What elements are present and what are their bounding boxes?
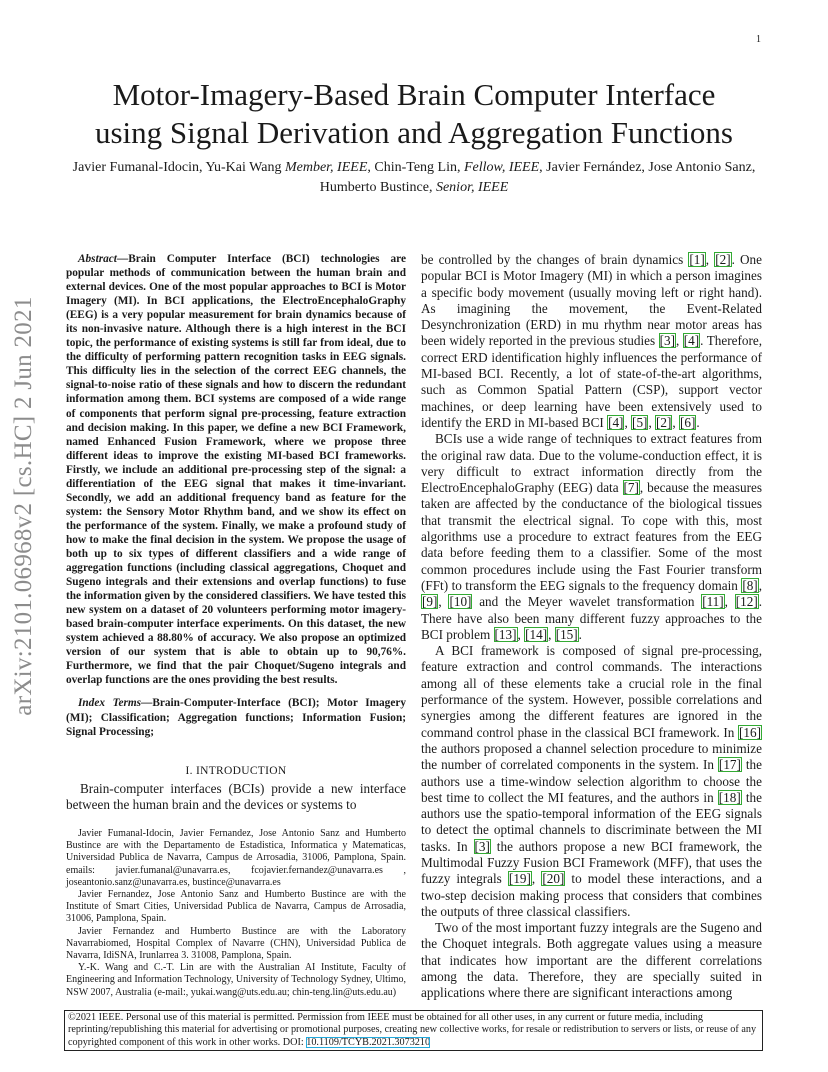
authors-part-3: , Javier Fernández, Jose Antonio Sanz, Humberto Bustince, bbox=[319, 160, 756, 195]
abstract-label: Abstract bbox=[78, 253, 117, 265]
text-run: . There have also been many different fuzzy approaches to the BCI problem bbox=[421, 594, 763, 642]
text-run: , bbox=[517, 626, 525, 642]
index-terms bbox=[66, 696, 406, 738]
index-terms-label: Index Terms bbox=[78, 697, 142, 710]
text-run: be controlled by the changes of brain dynamics bbox=[421, 252, 689, 267]
intro-paragraph-1: Brain-computer interfaces (BCIs) provide a new interface between the human brain and the devices or systems to bbox=[66, 780, 406, 812]
citation-link[interactable]: [1] bbox=[689, 252, 705, 267]
citation-link[interactable]: [19] bbox=[508, 871, 531, 887]
abstract bbox=[66, 252, 406, 687]
citation-link[interactable]: [6] bbox=[680, 414, 696, 430]
citation-link[interactable]: [20] bbox=[542, 871, 565, 887]
right-paragraph-4: Two of the most important fuzzy integrals are the Sugeno and the Choquet integrals. Both aggregate values using a measure that indicates how important are the different correlations among the data. Therefore, they are specially suited in applications where there are significant interactions among bbox=[421, 920, 762, 1001]
right-column bbox=[421, 252, 762, 1002]
citation-link[interactable]: [9] bbox=[422, 594, 438, 610]
authors-part-2: , Chin-Teng Lin, bbox=[367, 160, 464, 175]
citation-link[interactable]: [13] bbox=[494, 626, 517, 642]
arxiv-identifier-stamp: arXiv:2101.06968v2 [cs.HC] 2 Jun 2021 bbox=[10, 296, 37, 716]
citation-link[interactable]: [3] bbox=[659, 333, 675, 349]
index-terms-text: —Brain-Computer-Interface (BCI); Motor Imagery (MI); Classification; Aggregation functions; Information Fusion; Signal Processing; bbox=[66, 697, 406, 738]
footnote-2: Javier Fernandez, Jose Antonio Sanz and Humberto Bustince are with the Institute of Smart Cities, Universidad Publica de Navarra, Campus de Arrosadia, 31006, Pamplona, Spain. bbox=[66, 889, 406, 925]
text-run: . bbox=[696, 414, 700, 430]
text-run: , bbox=[705, 252, 715, 267]
citation-link[interactable]: [7] bbox=[623, 480, 639, 496]
abstract-text: —Brain Computer Interface (BCI) technologies are popular methods of communication between the human brain and external devices. One of the most popular approaches to BCI is Motor Imagery (MI). In BCI applications, the ElectroEncephaloGraphy (EEG) is a very popular measurement for brain dynamics because of its non-invasive nature. Although there is a high interest in the BCI topic, the performance of existing systems is still far from ideal, due to the difficulty of performing pattern recognition tasks in EEG signals. This difficulty lies in the selection of the correct EEG channels, the signal-to-noise ratio of these signals and how to discern the redundant information among them. BCI systems are composed of a wide range of components that perform signal pre-processing, feature extraction and decision making. In this paper, we define a new BCI Framework, named Enhanced Fusion Framework, where we propose three different ideas to improve the existing MI-based BCI frameworks. Firstly, we include an additional pre-processing step of the signal: a differentiation of the EEG signal that makes it time-invariant. Secondly, we add an additional frequency band as feature for the system: the Sensory Motor Rhythm band, and we show its effect on the performance of the system. Finally, we make a profound study of how to make the final decision in the system. We propose the usage of both up to six types of different classifiers and a wide range of aggregation functions (including classical aggregations, Choquet and Sugeno integrals and their extensions and overlap functions) to fuse the information given by the considered classifiers. We have tested this new system on a dataset of 20 volunteers performing motor imagery-based brain-computer interface experiments. On this dataset, the new system achieved a 88.80% of accuracy. We also propose an optimized version of our system that is able to obtain up to 90,76%. Furthermore, we find that the pair Choquet/Sugeno integrals and overlap functions are the ones providing the best results. bbox=[66, 253, 406, 687]
text-run: BCIs use a wide range of techniques to extract features from the original raw data. Due to the volume-conduction effect, it is very difficult to extract information directly from the ElectroEncephaloGraphy (EEG) data bbox=[421, 431, 762, 496]
text-run: , bbox=[531, 871, 542, 887]
copyright-notice bbox=[64, 1010, 763, 1051]
citation-link[interactable]: [11] bbox=[702, 594, 724, 610]
footnote-3: Javier Fernandez and Humberto Bustince are with the Laboratory Navarrabiomed, Hospital Complex of Navarre (CHN), Universidad Publica de Navarra, IdiSNA, Irunlarrea 3. 31008, Pamplona, Spain. bbox=[66, 925, 406, 962]
author-list bbox=[70, 158, 758, 198]
author-footnotes bbox=[66, 828, 406, 999]
text-run: the authors use the spatio-temporal information of the EEG signals to detect the optimal channels to discriminate between the MI tasks. In bbox=[421, 789, 762, 854]
citation-link[interactable]: [2] bbox=[715, 252, 731, 267]
title-line-2: using Signal Derivation and Aggregation Functions bbox=[94, 115, 733, 150]
doi-link[interactable]: 10.1109/TCYB.2021.3073210 bbox=[306, 1036, 431, 1048]
page-number: 1 bbox=[756, 34, 761, 45]
right-paragraph-2 bbox=[421, 431, 762, 643]
text-run: the authors use a time-window selection algorithm to choose the best time to collect the MI features, and the authors in bbox=[421, 757, 762, 805]
text-run: , bbox=[548, 626, 555, 642]
text-run: . bbox=[578, 626, 582, 642]
citation-link[interactable]: [10] bbox=[449, 594, 472, 610]
authors-part-1: Javier Fumanal-Idocin, Yu-Kai Wang bbox=[72, 160, 285, 175]
text-run: the authors proposed a channel selection procedure to minimize the number of correlated components in the system. In bbox=[421, 740, 762, 773]
citation-link[interactable]: [2] bbox=[656, 414, 672, 430]
section-rest: NTRODUCTION bbox=[200, 764, 287, 777]
citation-link[interactable]: [8] bbox=[742, 577, 758, 593]
text-run: , bbox=[672, 414, 680, 430]
membership-2: Fellow, IEEE bbox=[464, 160, 540, 175]
title-line-1: Motor-Imagery-Based Brain Computer Interface bbox=[112, 77, 716, 112]
left-column bbox=[66, 252, 406, 813]
copyright-text: ©2021 IEEE. Personal use of this material is permitted. Permission from IEEE must be obtained for all other uses, in any current or future media, including reprinting/republishing this material for advertising or promotional purposes, creating new collective works, for resale or redistribution to servers or lists, or reuse of any copyrighted component of this work in other works. DOI: bbox=[68, 1012, 757, 1048]
citation-link[interactable]: [15] bbox=[555, 626, 578, 642]
right-paragraph-1 bbox=[421, 252, 762, 431]
citation-link[interactable]: [17] bbox=[718, 757, 741, 773]
citation-link[interactable]: [4] bbox=[608, 414, 624, 430]
text-run: to model these interactions, and a two-step decision making process that considers that combines the outputs of three classical classifiers. bbox=[421, 871, 763, 919]
citation-link[interactable]: [4] bbox=[683, 333, 700, 349]
text-run: . One popular BCI is Motor Imagery (MI) in which a person imagines a specific body movement (usually moving left or right hand). As imagining the movement, the Event-Related Desynchronization (ERD) in mu rhythm near motor areas has been widely reported in the previous studies bbox=[421, 252, 762, 349]
citation-link[interactable]: [3] bbox=[474, 838, 490, 854]
text-run: and the Meyer wavelet transformation bbox=[472, 594, 702, 610]
text-run: the authors propose a new BCI framework, the Multimodal Fuzzy Fusion BCI Framework (MFF), that uses the fuzzy integrals bbox=[421, 838, 762, 887]
citation-link[interactable]: [18] bbox=[718, 789, 741, 805]
text-run: , bbox=[438, 594, 449, 610]
right-paragraph-3 bbox=[421, 643, 762, 920]
text-run: A BCI framework is composed of signal pre-processing, feature extraction and control commands. The interactions among all of these elements take a crucial role in the final performance of the system. However, possible correlations and synergies among the different features are ignored in the command control phase in the classical BCI framework. In bbox=[421, 643, 762, 740]
membership-1: Member, IEEE bbox=[284, 160, 368, 175]
membership-3: Senior, IEEE bbox=[435, 180, 509, 195]
paper-title bbox=[40, 76, 788, 152]
citation-link[interactable]: [16] bbox=[739, 724, 761, 740]
text-run: , bbox=[624, 414, 632, 430]
section-heading-introduction bbox=[66, 765, 406, 777]
footnote-1: Javier Fumanal-Idocin, Javier Fernandez, Jose Antonio Sanz and Humberto Bustince are with the Departamento de Estadistica, Informatica y Matematicas, Universidad Publica de Navarra, Campus de Arrosadia, 31006, Pamplona, Spain. emails: javier.fumanal@unavarra.es, fcojavier.fernandez@unavarra.es , joseantonio.sanz@unavarra.es, bustince@unavarra.es bbox=[66, 828, 406, 888]
footnote-4: Y.-K. Wang and C.-T. Lin are with the Australian AI Institute, Faculty of Engineering and Information Technology, University of Technology Sydney, Ultimo, NSW 2007, Australia (e-mail:, yukai.wang@uts.edu.au; chin-teng.lin@uts.edu.au) bbox=[66, 962, 406, 998]
text-run: , bbox=[724, 594, 735, 610]
citation-link[interactable]: [14] bbox=[525, 626, 548, 642]
text-run: , bbox=[675, 333, 683, 349]
section-numeral: I. bbox=[185, 764, 196, 777]
text-run: , bbox=[758, 577, 762, 593]
text-run: , because the measures taken are affected by the conductance of the biological tissues that transmit the electrical signal. To cope with this, most algorithms use a procedure to extract features from the EEG data before feeding them to a classifier. Some of the most common procedures include using the Fast Fourier transform (FFt) to transform the EEG signals to the frequency domain bbox=[421, 480, 762, 593]
section-first-letter: I bbox=[195, 764, 201, 777]
text-run: . Therefore, correct ERD identification highly influences the performance of MI-based BCI. Recently, a lot of state-of-the-art algorithms, such as Common Spatial Pattern (CSP), support vector machines, or deep learning have been extensively used to identify the ERD in MI-based BCI bbox=[421, 333, 762, 430]
citation-link[interactable]: [12] bbox=[735, 594, 758, 610]
text-run: , bbox=[648, 414, 656, 430]
citation-link[interactable]: [5] bbox=[632, 414, 648, 430]
